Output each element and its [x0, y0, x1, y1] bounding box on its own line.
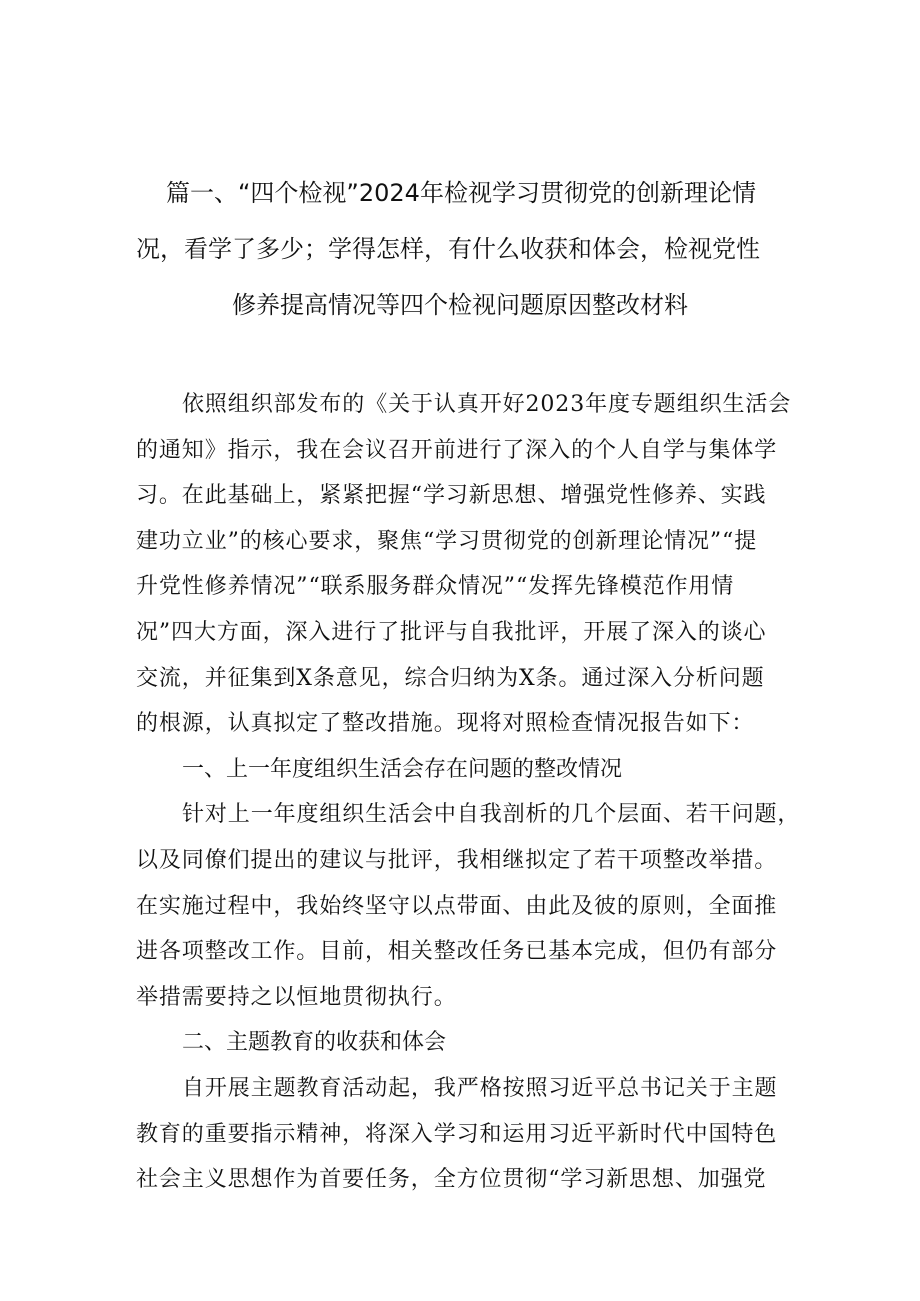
section-heading: 二、主题教育的收获和体会 — [182, 1030, 447, 1056]
paragraph-line: 以及同僚们提出的建议与批评，我相继拟定了若干项整改举措。 — [136, 847, 778, 873]
section1-paragraph — [136, 792, 801, 1020]
paragraph-line: 针对上一年度组织生活会中自我剖析的几个层面、若干问题， — [182, 802, 801, 828]
paragraph-line: 社会主义思想作为首要任务，全方位贯彻“学习新思想、加强党 — [136, 1167, 767, 1193]
paragraph-line: 在实施过程中，我始终坚守以点带面、由此及彼的原则，全面推 — [136, 893, 778, 919]
document-body — [136, 382, 801, 1203]
title-line: 篇一、“四个检视”2024年检视学习贯彻党的创新理论情 — [166, 179, 756, 207]
document-title — [130, 165, 790, 333]
paragraph-line: 的根源，认真拟定了整改措施。现将对照检查情况报告如下： — [136, 711, 755, 737]
intro-paragraph — [136, 382, 796, 747]
title-line: 况，看学了多少；学得怎样，有什么收获和体会，检视党性 — [136, 235, 760, 263]
paragraph-line: 依照组织部发布的《关于认真开好2023年度专题组织生活会 — [182, 392, 792, 417]
paragraph-line: 况”四大方面，深入进行了批评与自我批评，开展了深入的谈心 — [136, 619, 767, 645]
paragraph-line: 进各项整改工作。目前，相关整改任务已基本完成，但仍有部分 — [136, 939, 778, 965]
paragraph-line: 举措需要持之以恒地贯彻执行。 — [136, 984, 457, 1010]
paragraph-line: 升党性修养情况”“联系服务群众情况”“发挥先锋模范作用情 — [136, 574, 735, 600]
section2-paragraph — [136, 1066, 796, 1203]
paragraph-line: 交流，并征集到X条意见，综合归纳为X条。通过深入分析问题 — [136, 665, 765, 691]
paragraph-line: 教育的重要指示精神，将深入学习和运用习近平新时代中国特色 — [136, 1121, 778, 1147]
paragraph-line: 建功立业”的核心要求，聚焦“学习贯彻党的创新理论情况”“提 — [136, 528, 758, 554]
title-line: 修养提高情况等四个检视问题原因整改材料 — [232, 291, 688, 319]
section-heading: 一、上一年度组织生活会存在问题的整改情况 — [182, 756, 623, 782]
paragraph-line: 的通知》指示，我在会议召开前进行了深入的个人自学与集体学 — [136, 437, 778, 463]
paragraph-line: 习。在此基础上，紧紧把握“学习新思想、增强党性修养、实践 — [136, 483, 767, 509]
paragraph-line: 自开展主题教育活动起，我严格按照习近平总书记关于主题 — [182, 1075, 778, 1101]
